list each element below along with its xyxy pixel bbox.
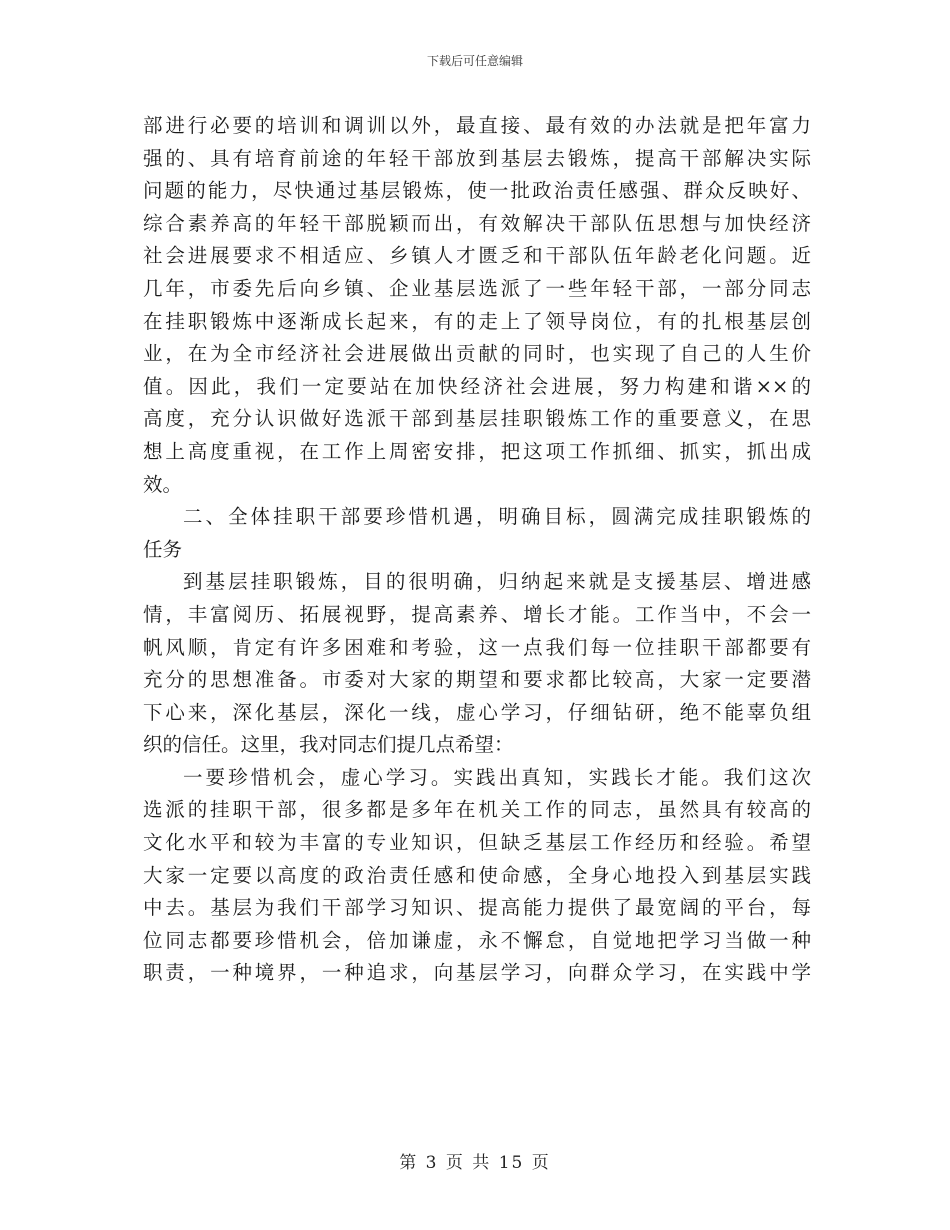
page-header: 下载后可任意编辑 [426,54,523,68]
document-body [143,110,811,990]
text-line: 一要珍惜机会，虚心学习。实践出真知，实践长才能。我们这次 [183,765,811,789]
text-line: 下心来，深化基层，深化一线，虚心学习，仔细钻研，绝不能辜负组 [143,700,811,724]
text-line: 高度，充分认识做好选派干部到基层挂职锻炼工作的重要意义，在思 [143,407,811,431]
text-line: 文化水平和较为丰富的专业知识，但缺乏基层工作经历和经验。希望 [143,831,811,855]
text-line: 中去。基层为我们干部学习知识、提高能力提供了最宽阔的平台，每 [143,896,811,920]
text-line: 值。因此，我们一定要站在加快经济社会进展，努力构建和谐××的 [143,374,811,398]
text-line: 充分的思想准备。市委对大家的期望和要求都比较高，大家一定要潜 [143,668,811,692]
text-line: 效。 [143,472,183,496]
text-line: 到基层挂职锻炼，目的很明确，归纳起来就是支援基层、增进感 [183,570,811,594]
text-line: 织的信任。这里，我对同志们提几点希望： [143,733,514,757]
text-line: 业，在为全市经济社会进展做出贡献的同时，也实现了自己的人生价 [143,342,811,366]
page-number-footer: 第 3 页 共 15 页 [399,1153,551,1173]
text-line: 综合素养高的年轻干部脱颖而出，有效解决干部队伍思想与加快经济 [143,211,811,235]
text-line: 大家一定要以高度的政治责任感和使命感，全身心地投入到基层实践 [143,863,811,887]
text-line: 职责，一种境界，一种追求，向基层学习，向群众学习，在实践中学 [143,961,811,985]
text-line: 几年，市委先后向乡镇、企业基层选派了一些年轻干部，一部分同志 [143,276,811,300]
section-heading-line: 二、全体挂职干部要珍惜机遇，明确目标，圆满完成挂职锻炼的 [183,505,811,529]
section-heading-line: 任务 [143,537,183,561]
text-line: 选派的挂职干部，很多都是多年在机关工作的同志，虽然具有较高的 [143,798,811,822]
text-line: 想上高度重视，在工作上周密安排，把这项工作抓细、抓实，抓出成 [143,439,811,463]
text-line: 位同志都要珍惜机会，倍加谦虚，永不懈怠，自觉地把学习当做一种 [143,928,811,952]
text-line: 部进行必要的培训和调训以外，最直接、最有效的办法就是把年富力 [143,114,811,137]
text-line: 强的、具有培育前途的年轻干部放到基层去锻炼，提高干部解决实际 [143,146,811,170]
text-line: 帆风顺，肯定有许多困难和考验，这一点我们每一位挂职干部都要有 [143,635,811,659]
text-line: 在挂职锻炼中逐渐成长起来，有的走上了领导岗位，有的扎根基层创 [143,309,811,333]
text-line: 问题的能力，尽快通过基层锻炼，使一批政治责任感强、群众反映好、 [143,179,811,203]
text-line: 情，丰富阅历、拓展视野，提高素养、增长才能。工作当中，不会一 [143,602,811,626]
text-line: 社会进展要求不相适应、乡镇人才匮乏和干部队伍年龄老化问题。近 [143,244,811,268]
